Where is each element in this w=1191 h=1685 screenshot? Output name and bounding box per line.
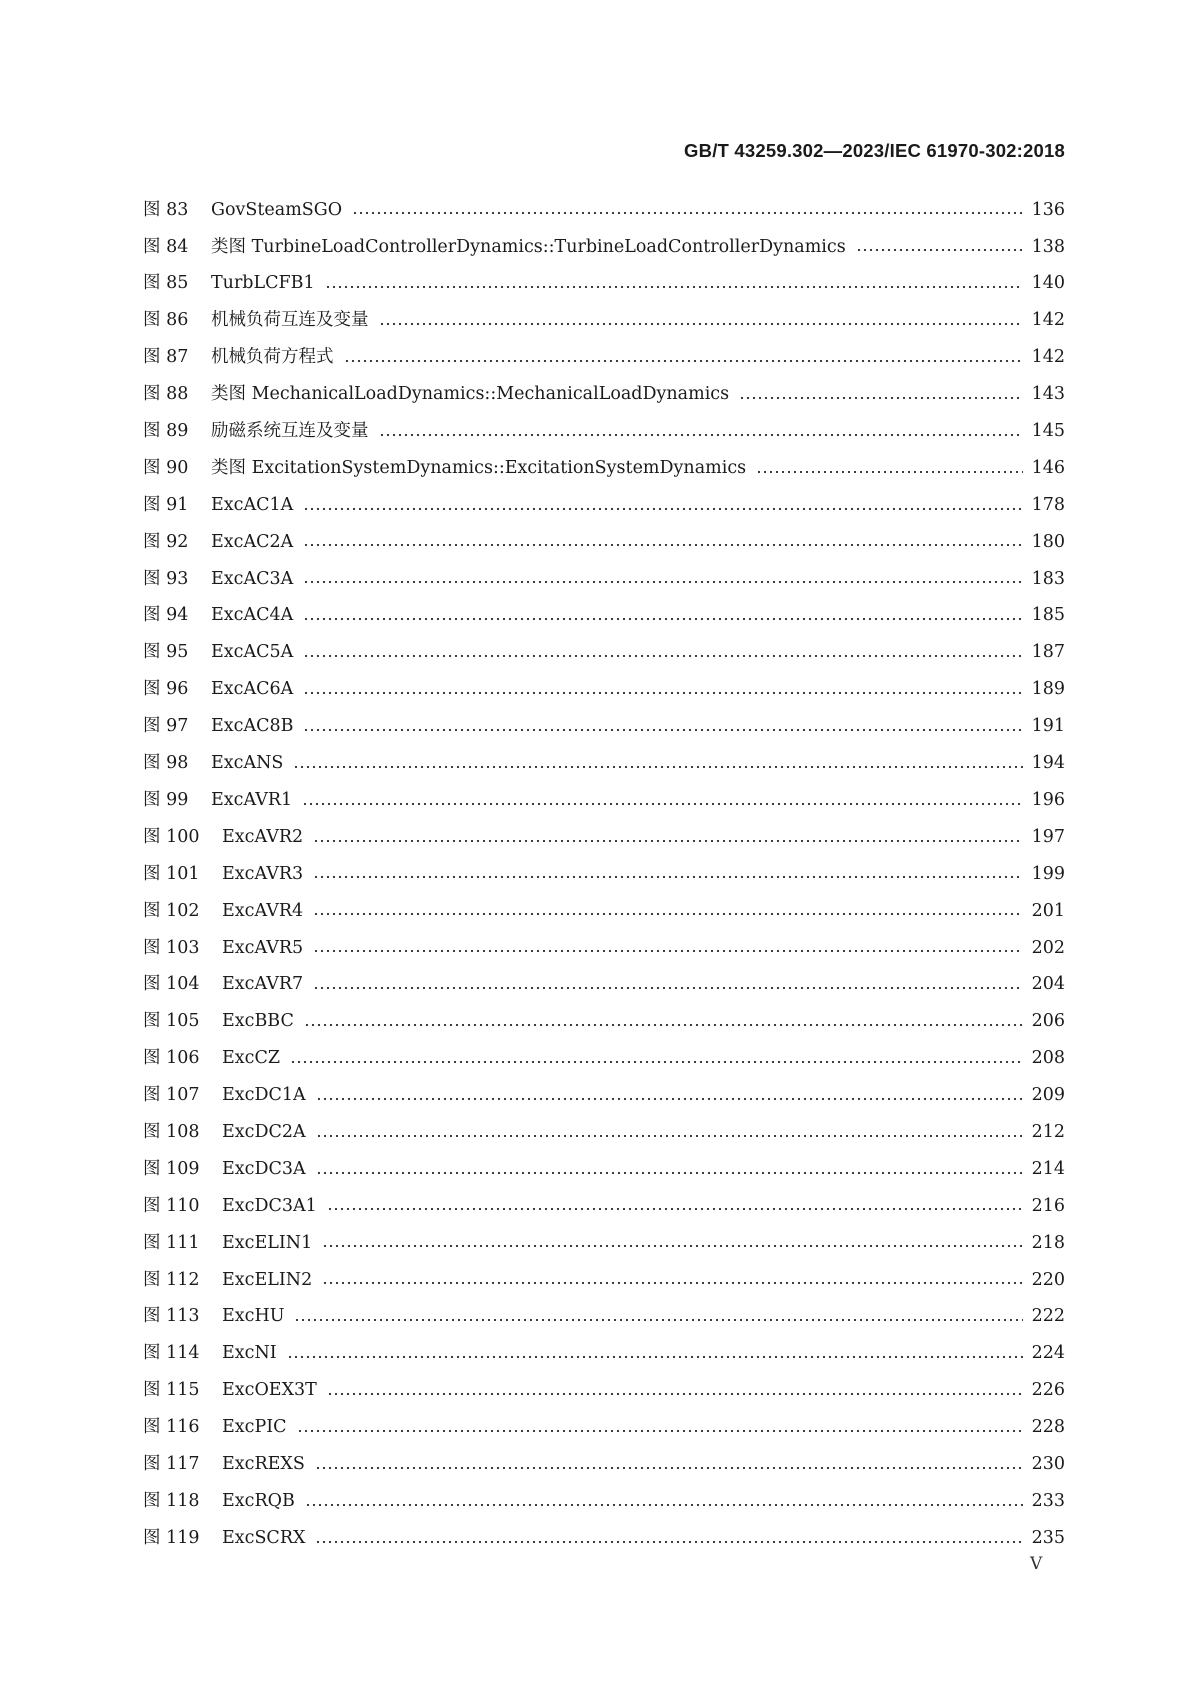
toc-entry[interactable]: [143, 708, 1065, 745]
figure-title: GovSteamSGO: [211, 199, 343, 220]
page-reference: 183: [1031, 568, 1065, 589]
toc-entry[interactable]: [143, 303, 1065, 340]
toc-entry[interactable]: [143, 672, 1065, 709]
figure-number: 图 109: [143, 1158, 200, 1179]
toc-entry[interactable]: [143, 1409, 1065, 1446]
page-reference: 146: [1031, 457, 1065, 478]
dot-leader: [327, 1392, 1023, 1396]
dot-leader: [305, 1503, 1023, 1507]
page-reference: 204: [1031, 974, 1065, 995]
figure-title: 机械负荷方程式: [211, 347, 334, 368]
dot-leader: [297, 1429, 1023, 1433]
figure-title: ExcBBC: [222, 1011, 294, 1032]
figure-title: ExcAVR4: [222, 900, 304, 921]
toc-entry[interactable]: [143, 930, 1065, 967]
dot-leader: [313, 875, 1023, 879]
dot-leader: [316, 1171, 1023, 1175]
dot-leader: [315, 1466, 1023, 1470]
figure-title: ExcAC3A: [211, 568, 294, 589]
figure-title: ExcAC6A: [211, 679, 294, 700]
dot-leader: [303, 691, 1023, 695]
figure-title: 类图 MechanicalLoadDynamics::MechanicalLoadDynamics: [211, 384, 730, 405]
page-reference: 228: [1031, 1417, 1065, 1438]
figure-number: 图 83: [143, 199, 189, 220]
toc-entry[interactable]: [143, 1483, 1065, 1520]
dot-leader: [303, 617, 1023, 621]
page-reference: 143: [1031, 384, 1065, 405]
page-number: V: [1030, 1554, 1043, 1574]
figure-title: ExcDC3A: [222, 1158, 306, 1179]
figure-number: 图 94: [143, 605, 189, 626]
figure-title: ExcDC3A1: [222, 1195, 317, 1216]
page-reference: 196: [1031, 789, 1065, 810]
toc-entry[interactable]: [143, 967, 1065, 1004]
dot-leader: [313, 839, 1023, 843]
figure-title: ExcELIN1: [222, 1232, 313, 1253]
toc-entry[interactable]: [143, 1188, 1065, 1225]
dot-leader: [313, 949, 1023, 953]
dot-leader: [322, 1281, 1023, 1285]
toc-entry[interactable]: [143, 782, 1065, 819]
figure-number: 图 115: [143, 1380, 200, 1401]
figure-number: 图 92: [143, 531, 189, 552]
figure-number: 图 119: [143, 1527, 200, 1548]
standard-code-header: GB/T 43259.302—2023/IEC 61970-302:2018: [684, 140, 1065, 161]
toc-entry[interactable]: [143, 598, 1065, 635]
figure-number: 图 85: [143, 273, 189, 294]
page-reference: 140: [1031, 273, 1065, 294]
toc-entry[interactable]: [143, 1225, 1065, 1262]
toc-entry[interactable]: [143, 1520, 1065, 1557]
toc-entry[interactable]: [143, 1151, 1065, 1188]
figure-title: ExcELIN2: [222, 1269, 313, 1290]
figure-number: 图 100: [143, 826, 200, 847]
figure-title: 类图 TurbineLoadControllerDynamics::TurbineLoadControllerDynamics: [211, 236, 846, 257]
page-reference: 201: [1031, 900, 1065, 921]
dot-leader: [315, 1540, 1023, 1544]
figure-title: ExcAVR7: [222, 974, 304, 995]
figure-number: 图 90: [143, 457, 189, 478]
dot-leader: [379, 433, 1024, 437]
dot-leader: [739, 396, 1023, 400]
dot-leader: [293, 765, 1023, 769]
dot-leader: [313, 912, 1023, 916]
figure-number: 图 95: [143, 642, 189, 663]
dot-leader: [303, 580, 1023, 584]
figure-title: 机械负荷互连及变量: [211, 310, 369, 331]
figure-list: [143, 192, 1065, 1557]
dot-leader: [313, 986, 1023, 990]
page-reference: 209: [1031, 1085, 1065, 1106]
figure-number: 图 86: [143, 310, 189, 331]
dot-leader: [302, 802, 1023, 806]
figure-title: ExcOEX3T: [222, 1380, 317, 1401]
figure-title: ExcANS: [211, 753, 284, 774]
figure-number: 图 116: [143, 1417, 200, 1438]
figure-number: 图 104: [143, 974, 200, 995]
figure-title: 类图 ExcitationSystemDynamics::ExcitationSystemDynamics: [211, 457, 747, 478]
page-reference: 206: [1031, 1011, 1065, 1032]
figure-number: 图 84: [143, 236, 189, 257]
toc-entry[interactable]: [143, 413, 1065, 450]
toc-entry[interactable]: [143, 893, 1065, 930]
dot-leader: [303, 654, 1023, 658]
dot-leader: [856, 248, 1023, 252]
page-reference: 138: [1031, 236, 1065, 257]
figure-title: ExcAC2A: [211, 531, 294, 552]
page-reference: 218: [1031, 1232, 1065, 1253]
figure-title: ExcHU: [222, 1306, 285, 1327]
page-reference: 224: [1031, 1343, 1065, 1364]
figure-title: ExcAC5A: [211, 642, 294, 663]
dot-leader: [303, 543, 1023, 547]
dot-leader: [352, 211, 1023, 215]
page-reference: 202: [1031, 937, 1065, 958]
figure-title: ExcAC4A: [211, 605, 294, 626]
figure-title: ExcREXS: [222, 1453, 305, 1474]
toc-entry[interactable]: [143, 635, 1065, 672]
figure-number: 图 112: [143, 1269, 200, 1290]
page-reference: 191: [1031, 716, 1065, 737]
page-reference: 189: [1031, 679, 1065, 700]
toc-entry[interactable]: [143, 1446, 1065, 1483]
dot-leader: [294, 1318, 1023, 1322]
figure-number: 图 101: [143, 863, 200, 884]
figure-title: ExcPIC: [222, 1417, 287, 1438]
toc-entry[interactable]: [143, 1373, 1065, 1410]
page-reference: 185: [1031, 605, 1065, 626]
dot-leader: [316, 1097, 1023, 1101]
figure-number: 图 114: [143, 1343, 200, 1364]
page-reference: 214: [1031, 1158, 1065, 1179]
figure-title: ExcAVR5: [222, 937, 304, 958]
page-reference: 235: [1031, 1527, 1065, 1548]
page-reference: 142: [1031, 310, 1065, 331]
page-reference: 187: [1031, 642, 1065, 663]
figure-number: 图 105: [143, 1011, 200, 1032]
toc-entry[interactable]: [143, 524, 1065, 561]
toc-entry[interactable]: [143, 1262, 1065, 1299]
page-reference: 222: [1031, 1306, 1065, 1327]
figure-number: 图 96: [143, 679, 189, 700]
figure-number: 图 102: [143, 900, 200, 921]
toc-entry[interactable]: [143, 487, 1065, 524]
figure-title: ExcAVR3: [222, 863, 304, 884]
figure-title: ExcDC1A: [222, 1085, 306, 1106]
dot-leader: [304, 1023, 1023, 1027]
figure-number: 图 103: [143, 937, 200, 958]
figure-number: 图 91: [143, 494, 189, 515]
dot-leader: [303, 728, 1023, 732]
dot-leader: [344, 359, 1024, 363]
toc-entry[interactable]: [143, 1336, 1065, 1373]
toc-entry[interactable]: [143, 450, 1065, 487]
page-reference: 226: [1031, 1380, 1065, 1401]
figure-title: ExcRQB: [222, 1490, 295, 1511]
page-reference: 145: [1031, 421, 1065, 442]
page-reference: 208: [1031, 1048, 1065, 1069]
toc-entry[interactable]: [143, 340, 1065, 377]
dot-leader: [756, 470, 1023, 474]
figure-number: 图 97: [143, 716, 189, 737]
page-reference: 216: [1031, 1195, 1065, 1216]
toc-entry[interactable]: [143, 1077, 1065, 1114]
dot-leader: [290, 1060, 1023, 1064]
figure-number: 图 106: [143, 1048, 200, 1069]
toc-entry[interactable]: [143, 376, 1065, 413]
toc-entry[interactable]: [143, 1114, 1065, 1151]
toc-entry[interactable]: [143, 1040, 1065, 1077]
toc-entry[interactable]: [143, 266, 1065, 303]
figure-number: 图 98: [143, 753, 189, 774]
toc-entry[interactable]: [143, 856, 1065, 893]
figure-number: 图 111: [143, 1232, 200, 1253]
figure-number: 图 110: [143, 1195, 200, 1216]
figure-title: TurbLCFB1: [211, 273, 315, 294]
dot-leader: [322, 1244, 1023, 1248]
page-reference: 199: [1031, 863, 1065, 884]
figure-title: ExcSCRX: [222, 1527, 306, 1548]
toc-entry[interactable]: [143, 819, 1065, 856]
page-reference: 142: [1031, 347, 1065, 368]
page-reference: 233: [1031, 1490, 1065, 1511]
figure-number: 图 108: [143, 1121, 200, 1142]
dot-leader: [287, 1355, 1023, 1359]
dot-leader: [303, 507, 1023, 511]
page-reference: 194: [1031, 753, 1065, 774]
figure-title: ExcNI: [222, 1343, 277, 1364]
figure-title: ExcAC1A: [211, 494, 294, 515]
figure-number: 图 87: [143, 347, 189, 368]
figure-number: 图 113: [143, 1306, 200, 1327]
page-reference: 230: [1031, 1453, 1065, 1474]
dot-leader: [379, 322, 1024, 326]
dot-leader: [327, 1207, 1023, 1211]
dot-leader: [325, 285, 1023, 289]
toc-entry[interactable]: [143, 745, 1065, 782]
figure-title: ExcAVR2: [222, 826, 304, 847]
dot-leader: [316, 1134, 1023, 1138]
figure-number: 图 99: [143, 789, 189, 810]
figure-title: ExcCZ: [222, 1048, 280, 1069]
figure-number: 图 89: [143, 421, 189, 442]
figure-number: 图 107: [143, 1085, 200, 1106]
figure-number: 图 93: [143, 568, 189, 589]
toc-entry[interactable]: [143, 192, 1065, 229]
figure-number: 图 88: [143, 384, 189, 405]
toc-entry[interactable]: [143, 1299, 1065, 1336]
page-reference: 178: [1031, 494, 1065, 515]
figure-title: ExcDC2A: [222, 1121, 306, 1142]
figure-title: ExcAVR1: [211, 789, 293, 810]
page-reference: 180: [1031, 531, 1065, 552]
figure-number: 图 117: [143, 1453, 200, 1474]
toc-entry[interactable]: [143, 1004, 1065, 1041]
page-reference: 136: [1031, 199, 1065, 220]
figure-title: 励磁系统互连及变量: [211, 421, 369, 442]
figure-title: ExcAC8B: [211, 716, 294, 737]
figure-number: 图 118: [143, 1490, 200, 1511]
page-reference: 197: [1031, 826, 1065, 847]
page-reference: 220: [1031, 1269, 1065, 1290]
toc-entry[interactable]: [143, 561, 1065, 598]
page-reference: 212: [1031, 1121, 1065, 1142]
toc-entry[interactable]: [143, 229, 1065, 266]
